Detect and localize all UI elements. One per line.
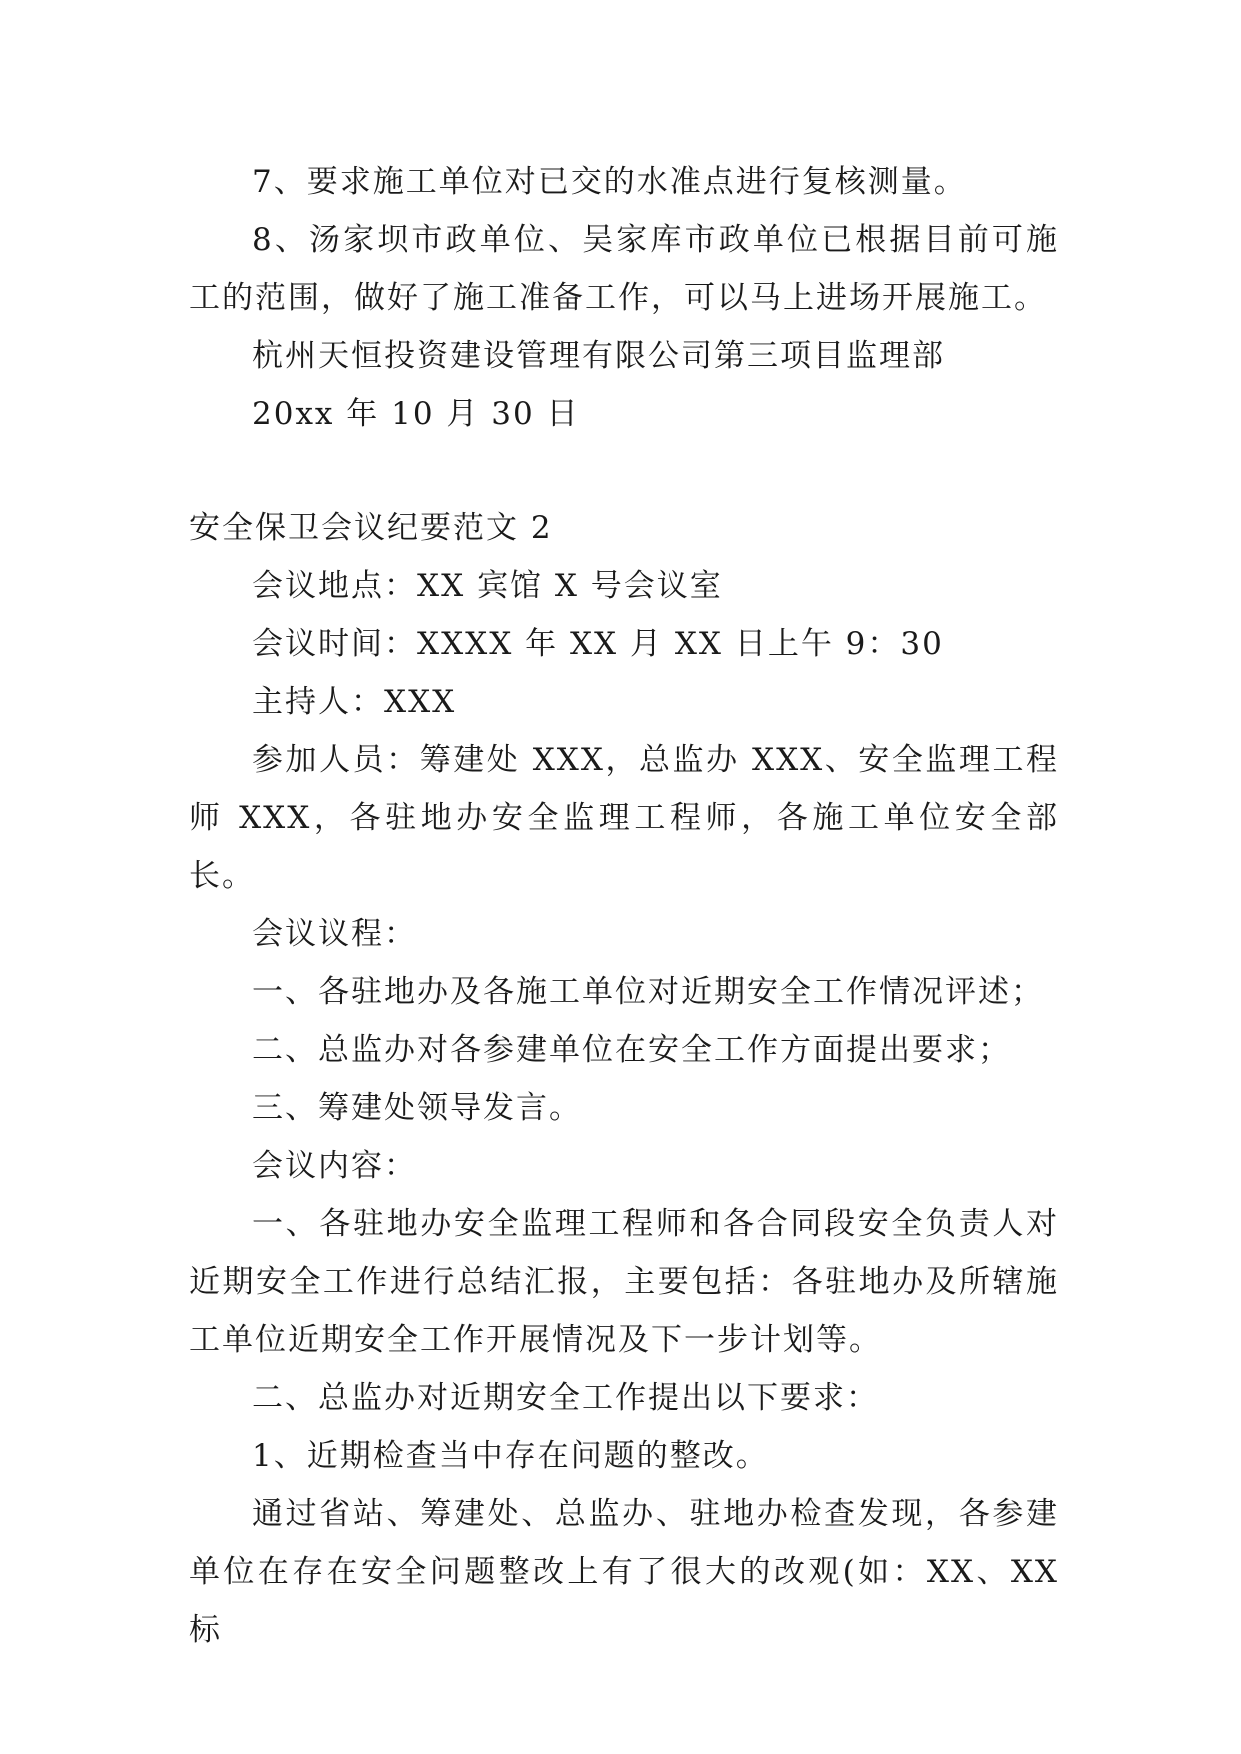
meeting-time: 会议时间：XXXX 年 XX 月 XX 日上午 9：30: [252, 626, 944, 662]
requirement-1-body: 通过省站、筹建处、总监办、驻地办检查发现，各参建单位在存在安全问题整改上有了很大的改观(如：XX、XX 标: [189, 1496, 1059, 1648]
agenda-item: 一、各驻地办及各施工单位对近期安全工作情况评述；: [252, 974, 1044, 1010]
section-title: 安全保卫会议纪要范文 2: [189, 510, 553, 546]
signature-organization: 杭州天恒投资建设管理有限公司第三项目监理部: [252, 338, 945, 374]
agenda-item: 二、总监办对各参建单位在安全工作方面提出要求；: [252, 1032, 1011, 1068]
requirement-1: 1、近期检查当中存在问题的整改。: [252, 1438, 769, 1474]
content-heading: 会议内容：: [252, 1148, 417, 1184]
content-paragraph-2: 二、总监办对近期安全工作提出以下要求：: [252, 1380, 879, 1416]
meeting-location: 会议地点：XX 宾馆 X 号会议室: [252, 568, 723, 604]
paragraph-item-7: 7、要求施工单位对已交的水准点进行复核测量。: [252, 164, 967, 200]
paragraph-item-8: 8、汤家坝市政单位、吴家库市政单位已根据目前可施工的范围，做好了施工准备工作，可以马上进场开展施工。: [189, 222, 1059, 316]
content-paragraph-1: 一、各驻地办安全监理工程师和各合同段安全负责人对近期安全工作进行总结汇报，主要包括：各驻地办及所辖施工单位近期安全工作开展情况及下一步计划等。: [189, 1206, 1059, 1358]
section-gap: [189, 443, 1059, 499]
agenda-heading: 会议议程：: [252, 916, 417, 952]
signature-date: 20xx 年 10 月 30 日: [252, 396, 580, 432]
document-body: [189, 153, 1059, 1659]
meeting-attendees: 参加人员：筹建处 XXX，总监办 XXX、安全监理工程师 XXX，各驻地办安全监理工程师，各施工单位安全部长。: [189, 742, 1059, 894]
agenda-item: 三、筹建处领导发言。: [252, 1090, 582, 1126]
meeting-host: 主持人：XXX: [252, 684, 457, 720]
